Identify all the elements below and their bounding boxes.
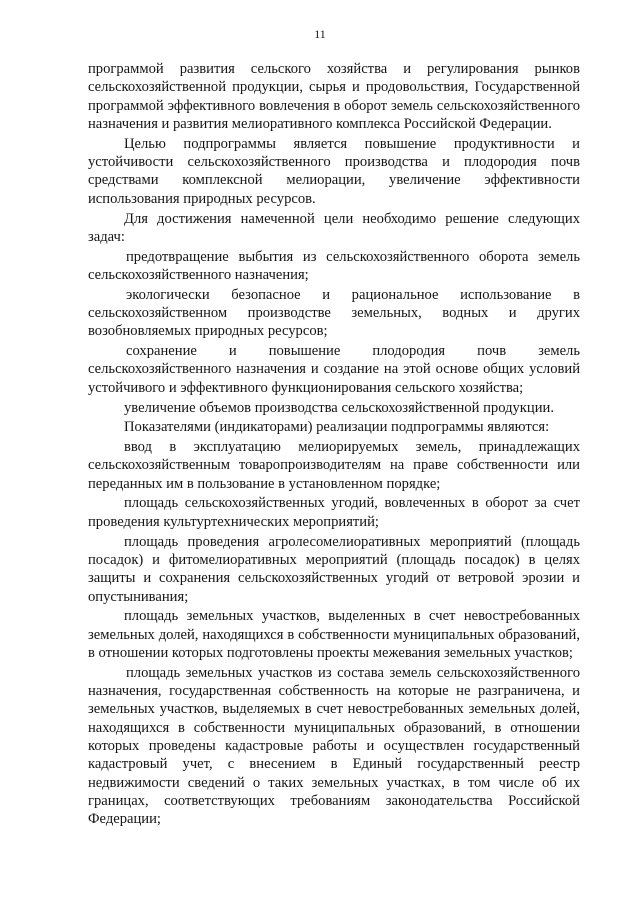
paragraph-indicators-intro: Показателями (индикаторами) реализации подпрограммы являются: xyxy=(124,419,550,436)
task-item-resource-use: экологически безопасное и рациональное использование в сельскохозяйственном производстве земельных, водных и других возобновляемых природных ресурсов; xyxy=(88,286,580,340)
document-body xyxy=(88,60,580,830)
indicator-item-agroforestry: площадь проведения агролесомелиоративных мероприятий (площадь посадок) и фитомелиоративных мероприятий (площадь посадок) в целях защиты и сохранения сельскохозяйственных угодий от ветровой эрозии и опустынивания; xyxy=(88,533,580,605)
task-item-prevent-withdrawal: предотвращение выбытия из сельскохозяйственного оборота земель сельскохозяйственного назначения; xyxy=(88,248,580,283)
paragraph-subprogram-goal: Целью подпрограммы является повышение продуктивности и устойчивости сельскохозяйственного производства и плодородия почв средствами комплексной мелиорации, увеличение эффективности использования природных ресурсов. xyxy=(88,135,580,207)
indicator-item-land-survey-projects: площадь земельных участков, выделенных в счет невостребованных земельных долей, находящихся в собственности муниципальных образований, в отношении которых подготовлены проекты межевания земельных участков; xyxy=(88,608,580,661)
page-number: 11 xyxy=(314,27,326,41)
paragraph-program-continuation: программой развития сельского хозяйства и регулирования рынков сельскохозяйственной продукции, сырья и продовольствия, Государственной программой эффективного вовлечения в оборот земель сельскохозяйственного назначения и развития мелиоративного комплекса Российской Федерации. xyxy=(88,61,580,133)
indicator-item-reclaimed-land: ввод в эксплуатацию мелиорируемых земель, принадлежащих сельскохозяйственным товаропроизводителям на праве собственности или переданных им в пользование в установленном порядке; xyxy=(88,439,580,492)
indicator-item-cadastral-works: площадь земельных участков из состава земель сельскохозяйственного назначения, государственная собственность на которые не разграничена, и земельных участков, выделяемых в счет невостребованных земельных долей, находящихся в собственности муниципальных образований, в отношении которых проведены кадастровые работы и осуществлен государственный кадастровый учет, с внесением в Единый государственный реестр недвижимости сведений о таких земельных участках, в том числе об их границах, соответствующих требованиям законодательства Российской Федерации; xyxy=(88,664,580,828)
paragraph-tasks-intro: Для достижения намеченной цели необходимо решение следующих задач: xyxy=(88,210,580,245)
task-item-production-increase: увеличение объемов производства сельскохозяйственной продукции. xyxy=(124,399,554,416)
task-item-soil-fertility: сохранение и повышение плодородия почв земель сельскохозяйственного назначения и создание на этой основе общих условий устойчивого и эффективного функционирования сельского хозяйства; xyxy=(88,343,580,396)
indicator-item-cultural-technical: площадь сельскохозяйственных угодий, вовлеченных в оборот за счет проведения культуртехнических мероприятий; xyxy=(88,495,580,530)
